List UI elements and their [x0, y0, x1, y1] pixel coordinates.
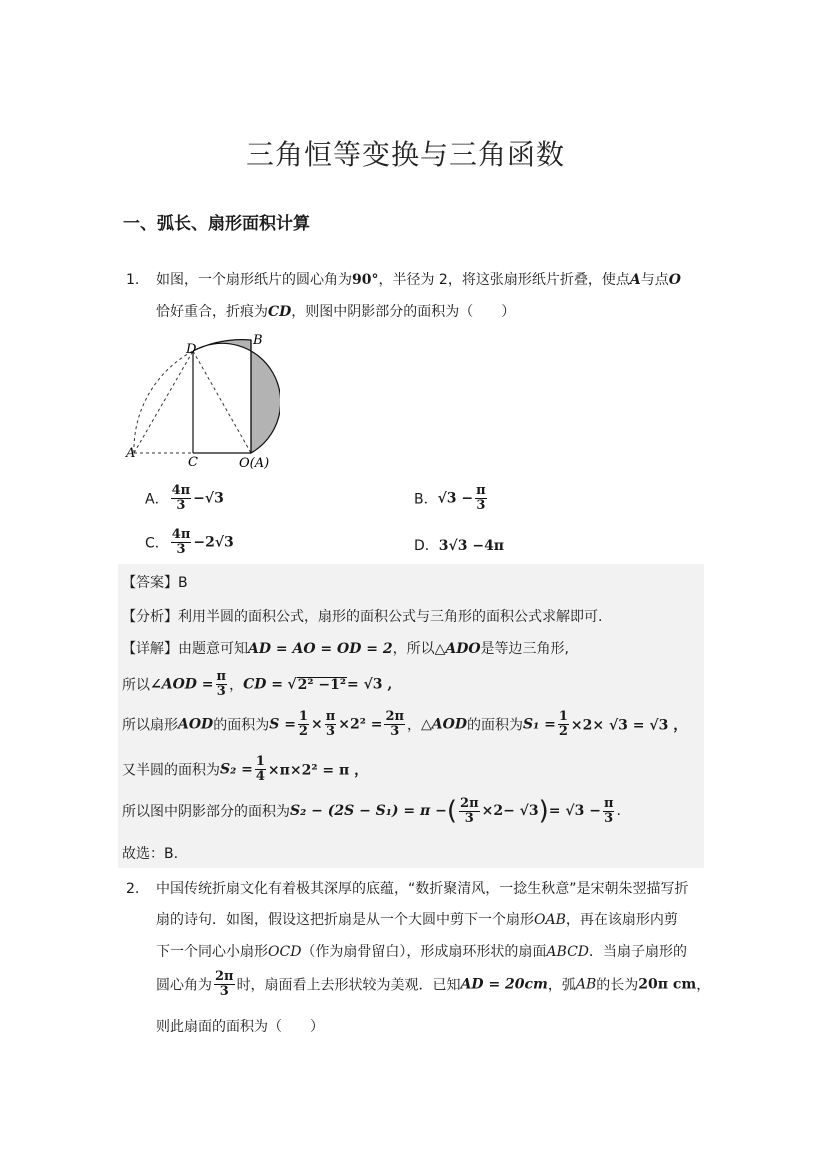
answer-line: 【答案】B [122, 575, 188, 591]
label-OA: O(A) [239, 456, 270, 471]
dashed-line-DO [193, 351, 251, 453]
q2-line-2: 扇的诗句．如图，假设这把折扇是从一个大圆中剪下一个扇形OAB，再在该扇形内剪 [156, 912, 678, 928]
detail-line-2: 所以∠AOD = $\frac{\pi}{3}$ ，CD = √2² −1²= √3 , [122, 669, 393, 699]
shaded-region [193, 340, 280, 453]
label-D: D [186, 342, 197, 357]
q1-stem-line1: 如图，一个扇形纸片的圆心角为90°，半径为 2，将这张扇形纸片折叠，使点A与点O [156, 272, 681, 288]
q1-figure [120, 330, 280, 475]
q1-option-a[interactable]: A． $\frac{4\pi}{3}$ −√3 [145, 483, 224, 513]
dashed-arc [134, 351, 193, 453]
final-answer-line: 故选：B. [122, 846, 179, 862]
q1-option-d[interactable]: D．3√3 −4π [414, 538, 505, 554]
q1-option-c[interactable]: C． $\frac{4\pi}{3}$ −2√3 [145, 527, 234, 557]
q1-option-b[interactable]: B．√3 − $\frac{\pi}{3}$ [414, 483, 486, 513]
page-title: 三角恒等变换与三角函数 [246, 138, 566, 171]
detail-line-3: 所以扇形AOD的面积为S = $\frac{1}{2}$ × $\frac{\pi}{3}$ ×2² = $\frac{2\pi}{3}$ ，△AOD的面积为S₁ = $\frac{1}{2}$ ×2× √3 = √3 ， [122, 709, 688, 739]
analysis-line: 【分析】利用半圆的面积公式，扇形的面积公式与三角形的面积公式求解即可. [122, 609, 603, 625]
section-heading: 一、弧长、扇形面积计算 [123, 214, 310, 234]
detail-line-4: 又半圆的面积为S₂ = $\frac{1}{4}$ ×π×2² = π ， [122, 754, 369, 784]
label-C: C [188, 455, 198, 470]
detail-line-5: 所以图中阴影部分的面积为S₂ − (2S − S₁) = π −( $\frac{2\pi}{3}$ ×2− √3)= √3 − $\frac{\pi}{3}$ . [122, 795, 621, 826]
q2-line-5: 则此扇面的面积为（ ） [156, 1019, 324, 1035]
q2-line-4: 圆心角为 $\frac{2\pi}{3}$ 时，扇面看上去形状较为美观．已知AD = 20cm，弧AB的长为20π cm， [156, 969, 711, 999]
dashed-line-AD [134, 351, 193, 453]
detail-line-1: 【详解】由题意可知AD = AO = OD = 2，所以△ADO是等边三角形, [122, 641, 569, 657]
q1-number: 1. [126, 272, 140, 288]
q2-number: 2. [126, 881, 140, 897]
q2-line-1: 中国传统折扇文化有着极其深厚的底蕴，“数折聚清风，一捻生秋意”是宋朝朱翌描写折 [156, 881, 689, 897]
q1-stem-line2: 恰好重合，折痕为CD，则图中阴影部分的面积为（ ） [156, 304, 516, 320]
label-A: A [126, 446, 136, 461]
label-B: B [253, 333, 263, 348]
q2-line-3: 下一个同心小扇形OCD（作为扇骨留白），形成扇环形状的扇面ABCD．当扇子扇形的 [156, 944, 688, 960]
